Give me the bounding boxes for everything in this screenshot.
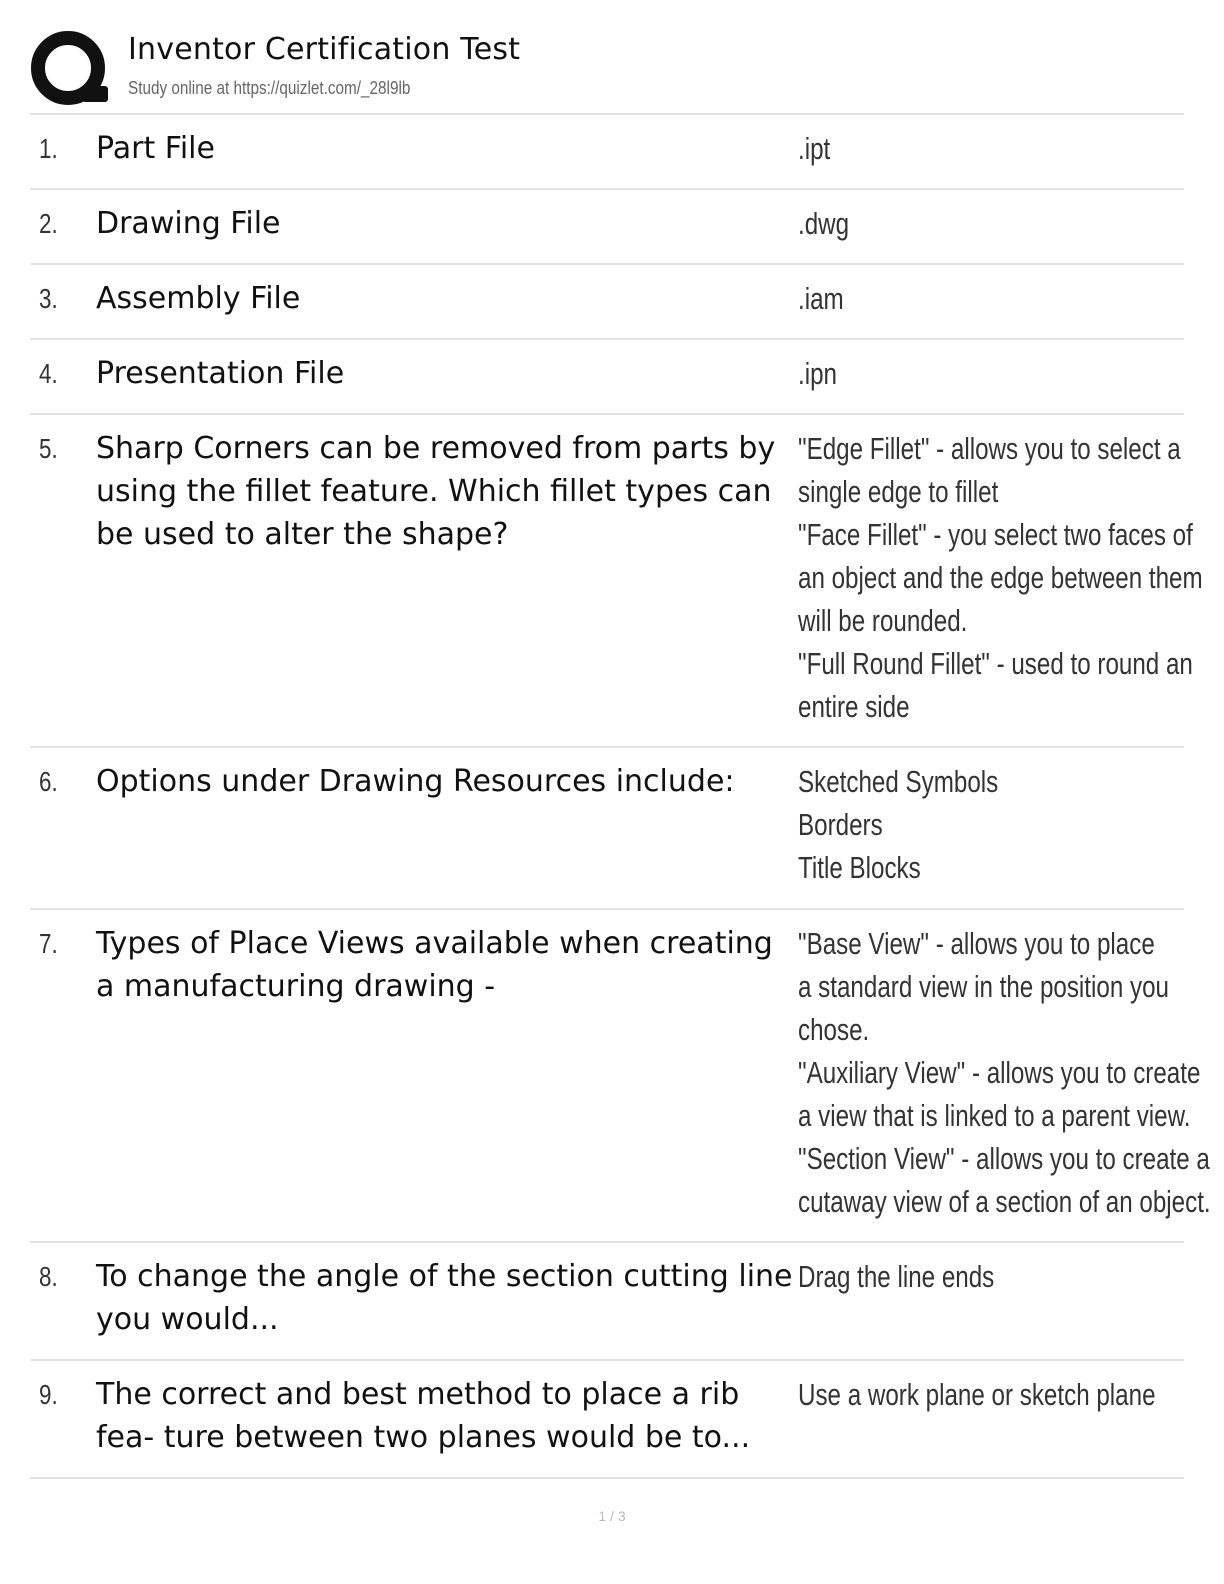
definition-line: .iam [798, 281, 844, 316]
card-number: 5. [39, 433, 58, 464]
definition-line: Use a work plane or sketch plane [798, 1377, 1156, 1412]
card-row [30, 1361, 1184, 1479]
definition-line: entire side [798, 689, 910, 724]
definition-line: Sketched Symbols [798, 764, 999, 799]
flashcard-list [30, 113, 1211, 1479]
card-row [30, 340, 1184, 415]
card-number: 6. [39, 766, 58, 797]
card-definition [798, 922, 1211, 1223]
card-number: 7. [39, 928, 58, 959]
definition-line: Title Blocks [798, 850, 921, 885]
quizlet-logo-icon [30, 30, 110, 110]
page-title: Inventor Certification Test [128, 32, 521, 67]
definition-line: an object and the edge between them [798, 560, 1203, 595]
card-row [30, 1243, 1184, 1361]
card-row [30, 190, 1184, 265]
page-header [30, 30, 1184, 114]
definition-line: "Edge Fillet" - allows you to select a [798, 431, 1181, 466]
card-definition [798, 760, 1094, 889]
card-row [30, 415, 1203, 748]
definition-line: "Face Fillet" - you select two faces of [798, 517, 1193, 552]
card-row [30, 265, 1184, 340]
definition-line: single edge to fillet [798, 474, 999, 509]
card-number: 8. [39, 1261, 58, 1292]
card-term: Presentation File [96, 356, 345, 391]
card-row [30, 748, 1184, 910]
definition-line: .ipt [798, 131, 831, 166]
card-number: 9. [39, 1379, 58, 1410]
card-row [30, 115, 1184, 190]
card-definition [798, 1255, 1094, 1298]
definition-line: "Full Round Fillet" - used to round an [798, 646, 1193, 681]
card-term: The correct and best method to place a rib fea- ture between two planes would be to... [96, 1377, 751, 1455]
definition-line: .dwg [798, 206, 850, 241]
card-term: Sharp Corners can be removed from parts by using the fillet feature. Which fillet types can be used to alter the shape? [96, 431, 776, 552]
definition-line: Borders [798, 807, 883, 842]
study-link[interactable]: Study online at https://quizlet.com/_28l9lb [128, 78, 411, 98]
card-term: Assembly File [96, 281, 301, 316]
card-definition [798, 127, 1094, 170]
card-term: To change the angle of the section cutting line you would... [96, 1259, 793, 1337]
definition-line: a view that is linked to a parent view. [798, 1098, 1191, 1133]
card-definition [798, 277, 1094, 320]
card-number: 1. [39, 133, 58, 164]
card-term: Part File [96, 131, 215, 166]
definition-line: chose. [798, 1012, 870, 1047]
definition-line: Drag the line ends [798, 1259, 995, 1294]
card-number: 3. [39, 283, 58, 314]
card-definition [798, 427, 1203, 728]
card-term: Drawing File [96, 206, 281, 241]
definition-line: .ipn [798, 356, 837, 391]
definition-line: "Base View" - allows you to place [798, 926, 1155, 961]
card-term: Options under Drawing Resources include: [96, 764, 735, 799]
card-definition [798, 352, 1094, 395]
card-definition [798, 202, 1094, 245]
definition-line: a standard view in the position you [798, 969, 1169, 1004]
card-number: 2. [39, 208, 58, 239]
card-term: Types of Place Views available when creating a manufacturing drawing - [96, 926, 773, 1004]
card-row [30, 910, 1211, 1243]
definition-line: "Section View" - allows you to create a [798, 1141, 1210, 1176]
definition-line: will be rounded. [798, 603, 968, 638]
definition-line: cutaway view of a section of an object. [798, 1184, 1211, 1219]
card-number: 4. [39, 358, 58, 389]
page-number: 1 / 3 [598, 1508, 626, 1524]
card-definition [798, 1373, 1156, 1416]
definition-line: "Auxiliary View" - allows you to create [798, 1055, 1201, 1090]
